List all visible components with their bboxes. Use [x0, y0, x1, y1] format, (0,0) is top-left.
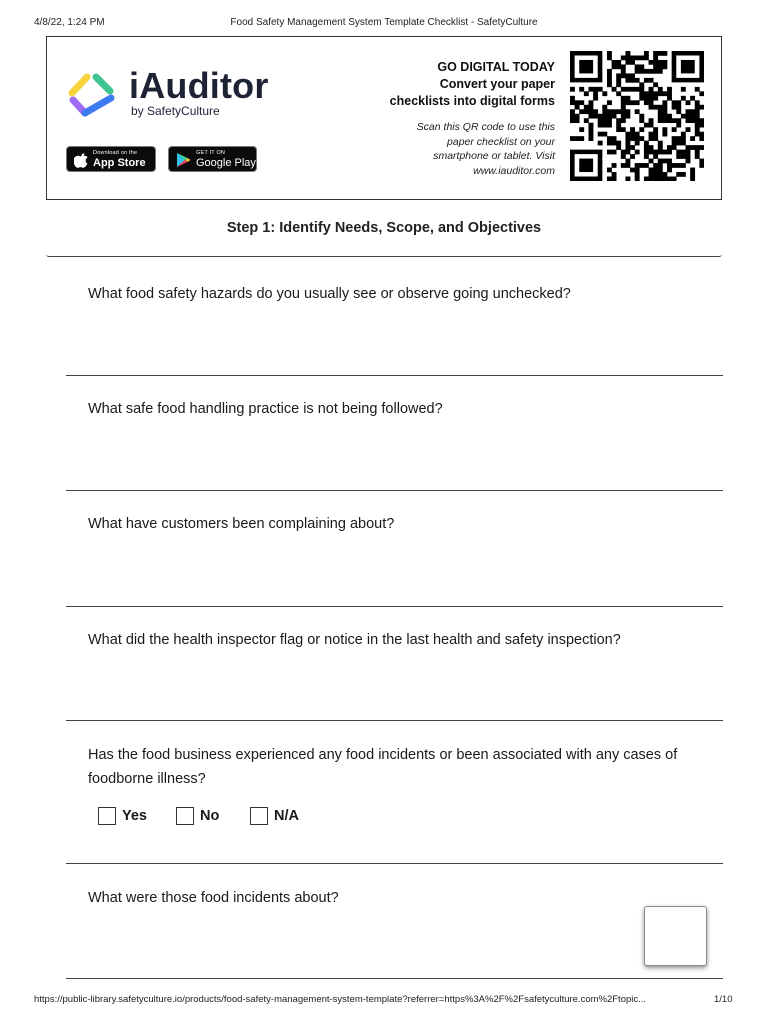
note-line: www.iauditor.com: [473, 164, 555, 177]
brand-subtitle: by SafetyCulture: [131, 104, 220, 118]
app-store-small-text: Download on the: [93, 150, 138, 156]
brand-name: iAuditor: [129, 65, 269, 106]
answer-divider: [66, 375, 723, 376]
question-hazards: What food safety hazards do you usually see or observe going unchecked?: [88, 286, 571, 302]
question-handling-practice: What safe food handling practice is not being followed?: [88, 401, 443, 417]
iauditor-banner: [46, 36, 722, 200]
checkbox[interactable]: [250, 807, 268, 825]
step-divider: [46, 254, 722, 257]
google-play-button[interactable]: [168, 146, 257, 172]
option-label: No: [200, 808, 220, 824]
print-header: [0, 17, 768, 31]
note-line: paper checklist on your: [447, 135, 555, 148]
page-number: 1/10: [714, 994, 733, 1005]
floating-button[interactable]: [644, 906, 707, 966]
answer-divider: [66, 606, 723, 607]
answer-divider: [66, 490, 723, 491]
google-play-icon: [176, 152, 191, 168]
cta-line: GO DIGITAL TODAY: [437, 60, 555, 74]
google-play-label: Google Play: [196, 157, 256, 169]
cta-line: Convert your paper: [439, 77, 555, 91]
qr-instructions: [417, 120, 555, 178]
print-date: 4/8/22, 1:24 PM: [34, 17, 105, 28]
note-line: smartphone or tablet. Visit: [433, 150, 555, 162]
checkbox[interactable]: [98, 807, 116, 825]
answer-divider: [66, 863, 723, 864]
print-footer: [0, 994, 768, 1008]
print-title: Food Safety Management System Template Checklist - SafetyCulture: [230, 17, 538, 28]
answer-divider: [66, 720, 723, 721]
option-label: Yes: [122, 808, 147, 824]
option-label: N/A: [274, 808, 299, 824]
question-complaints: What have customers been complaining about?: [88, 516, 395, 532]
print-url: https://public-library.safetyculture.io/products/food-safety-management-system-template?referrer=https%3A%2F%2Fsafetyculture.com%2Ftopic...: [34, 994, 647, 1005]
cta-line: checklists into digital forms: [389, 94, 555, 108]
google-play-small-text: GET IT ON: [196, 150, 226, 156]
go-digital-callout: [390, 59, 555, 110]
app-store-label: App Store: [93, 157, 146, 169]
checkbox[interactable]: [176, 807, 194, 825]
note-line: Scan this QR code to use this: [416, 121, 555, 133]
step-title: Step 1: Identify Needs, Scope, and Objectives: [226, 220, 542, 236]
qr-code-icon[interactable]: [570, 51, 704, 181]
question-health-inspector: What did the health inspector flag or notice in the last health and safety inspection?: [88, 632, 621, 648]
app-store-button[interactable]: [66, 146, 156, 172]
apple-icon: [74, 152, 89, 168]
answer-divider: [66, 978, 723, 979]
iauditor-logo-icon: [67, 69, 119, 121]
question-incident-details: What were those food incidents about?: [88, 890, 339, 906]
question-food-incidents: Has the food business experienced any food incidents or been associated with any cases of foodborne illness?: [88, 747, 678, 787]
